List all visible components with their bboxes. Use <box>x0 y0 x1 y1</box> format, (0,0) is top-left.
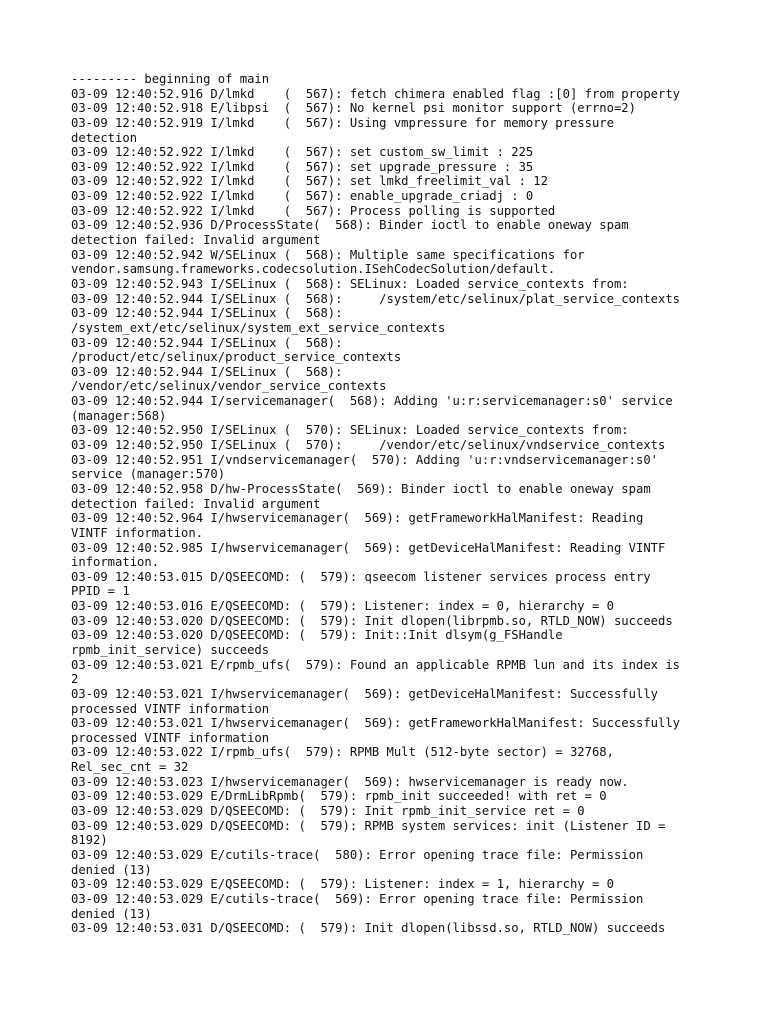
log-line: denied (13) <box>71 906 152 921</box>
log-line: 03-09 12:40:53.029 E/cutils-trace( 580): Error opening trace file: Permission <box>71 847 644 862</box>
log-line: 03-09 12:40:52.958 D/hw-ProcessState( 569): Binder ioctl to enable oneway spam <box>71 481 651 496</box>
log-line: 03-09 12:40:52.919 I/lmkd ( 567): Using vmpressure for memory pressure <box>71 115 614 130</box>
log-line: 03-09 12:40:52.944 I/SELinux ( 568): <box>71 306 343 321</box>
log-line: 03-09 12:40:52.951 I/vndservicemanager( 570): Adding 'u:r:vndservicemanager:s0' <box>71 452 658 467</box>
log-line: (manager:568) <box>71 408 167 423</box>
log-line: 03-09 12:40:52.964 I/hwservicemanager( 569): getFrameworkHalManifest: Reading <box>71 511 644 526</box>
log-line: 03-09 12:40:52.943 I/SELinux ( 568): SELinux: Loaded service_contexts from: <box>71 276 629 291</box>
log-line: 03-09 12:40:53.021 I/hwservicemanager( 569): getFrameworkHalManifest: Successfully <box>71 716 681 731</box>
log-line: 03-09 12:40:53.023 I/hwservicemanager( 569): hwservicemanager is ready now. <box>71 774 629 789</box>
log-line: 03-09 12:40:53.029 E/cutils-trace( 569): Error opening trace file: Permission <box>71 891 644 906</box>
log-line: 03-09 12:40:52.942 W/SELinux ( 568): Multiple same specifications for <box>71 247 585 262</box>
log-line: /product/etc/selinux/product_service_contexts <box>71 350 402 365</box>
log-line: 2 <box>71 672 79 687</box>
log-line: detection failed: Invalid argument <box>71 233 321 248</box>
log-line: 03-09 12:40:52.985 I/hwservicemanager( 569): getDeviceHalManifest: Reading VINTF <box>71 540 666 555</box>
log-line: 03-09 12:40:52.944 I/SELinux ( 568): /system/etc/selinux/plat_service_contexts <box>71 291 681 306</box>
log-line: detection <box>71 130 138 145</box>
log-line: service (manager:570) <box>71 467 226 482</box>
log-line: rpmb_init_service) succeeds <box>71 642 270 657</box>
log-line: 03-09 12:40:52.922 I/lmkd ( 567): enable_upgrade_criadj : 0 <box>71 189 534 204</box>
log-line: 8192) <box>71 833 108 848</box>
log-line: processed VINTF information <box>71 701 270 716</box>
log-line: --------- beginning of main <box>71 72 270 86</box>
log-line: 03-09 12:40:52.922 I/lmkd ( 567): set custom_sw_limit : 225 <box>71 145 534 160</box>
log-line: 03-09 12:40:52.944 I/servicemanager( 568): Adding 'u:r:servicemanager:s0' service <box>71 394 673 409</box>
log-line: denied (13) <box>71 862 152 877</box>
log-line: 03-09 12:40:52.922 I/lmkd ( 567): set lmkd_freelimit_val : 12 <box>71 174 548 189</box>
log-document <box>71 72 761 936</box>
log-line: detection failed: Invalid argument <box>71 496 321 511</box>
log-line: /vendor/etc/selinux/vendor_service_contexts <box>71 379 387 394</box>
log-line: 03-09 12:40:53.020 D/QSEECOMD: ( 579): Init dlopen(librpmb.so, RTLD_NOW) succeeds <box>71 613 673 628</box>
log-line: 03-09 12:40:52.950 I/SELinux ( 570): SELinux: Loaded service_contexts from: <box>71 423 629 438</box>
log-line: Rel_sec_cnt = 32 <box>71 760 189 775</box>
log-line: 03-09 12:40:53.029 E/QSEECOMD: ( 579): Listener: index = 1, hierarchy = 0 <box>71 877 614 892</box>
log-line: 03-09 12:40:52.922 I/lmkd ( 567): Process polling is supported <box>71 203 556 218</box>
log-line: 03-09 12:40:53.015 D/QSEECOMD: ( 579): qseecom listener services process entry <box>71 569 651 584</box>
log-line: 03-09 12:40:52.922 I/lmkd ( 567): set upgrade_pressure : 35 <box>71 159 534 174</box>
log-line: 03-09 12:40:52.918 E/libpsi ( 567): No kernel psi monitor support (errno=2) <box>71 101 636 116</box>
log-line: /system_ext/etc/selinux/system_ext_service_contexts <box>71 320 446 335</box>
log-line: 03-09 12:40:53.020 D/QSEECOMD: ( 579): Init::Init dlsym(g_FSHandle <box>71 628 563 643</box>
log-line: VINTF information. <box>71 525 204 540</box>
log-line: 03-09 12:40:53.021 E/rpmb_ufs( 579): Found an applicable RPMB lun and its index is <box>71 657 681 672</box>
log-line: 03-09 12:40:52.950 I/SELinux ( 570): /vendor/etc/selinux/vndservice_contexts <box>71 438 666 453</box>
log-line: information. <box>71 555 160 570</box>
log-line: vendor.samsung.frameworks.codecsolution.ISehCodecSolution/default. <box>71 262 556 277</box>
log-line: 03-09 12:40:53.016 E/QSEECOMD: ( 579): Listener: index = 0, hierarchy = 0 <box>71 599 614 614</box>
log-line: 03-09 12:40:53.029 E/DrmLibRpmb( 579): rpmb_init succeeded! with ret = 0 <box>71 789 607 804</box>
log-line: 03-09 12:40:53.029 D/QSEECOMD: ( 579): RPMB system services: init (Listener ID = <box>71 818 666 833</box>
log-line: 03-09 12:40:53.029 D/QSEECOMD: ( 579): Init rpmb_init_service ret = 0 <box>71 804 585 819</box>
log-line: 03-09 12:40:52.936 D/ProcessState( 568): Binder ioctl to enable oneway spam <box>71 218 629 233</box>
log-line: 03-09 12:40:52.916 D/lmkd ( 567): fetch chimera enabled flag :[0] from property <box>71 86 681 101</box>
log-line: processed VINTF information <box>71 730 270 745</box>
log-line: 03-09 12:40:52.944 I/SELinux ( 568): <box>71 335 343 350</box>
log-line: 03-09 12:40:53.022 I/rpmb_ufs( 579): RPMB Mult (512-byte sector) = 32768, <box>71 745 614 760</box>
log-line: 03-09 12:40:53.031 D/QSEECOMD: ( 579): Init dlopen(libssd.so, RTLD_NOW) succeeds <box>71 921 666 936</box>
log-line: PPID = 1 <box>71 584 130 599</box>
log-line: 03-09 12:40:52.944 I/SELinux ( 568): <box>71 364 343 379</box>
log-line: 03-09 12:40:53.021 I/hwservicemanager( 569): getDeviceHalManifest: Successfully <box>71 686 658 701</box>
